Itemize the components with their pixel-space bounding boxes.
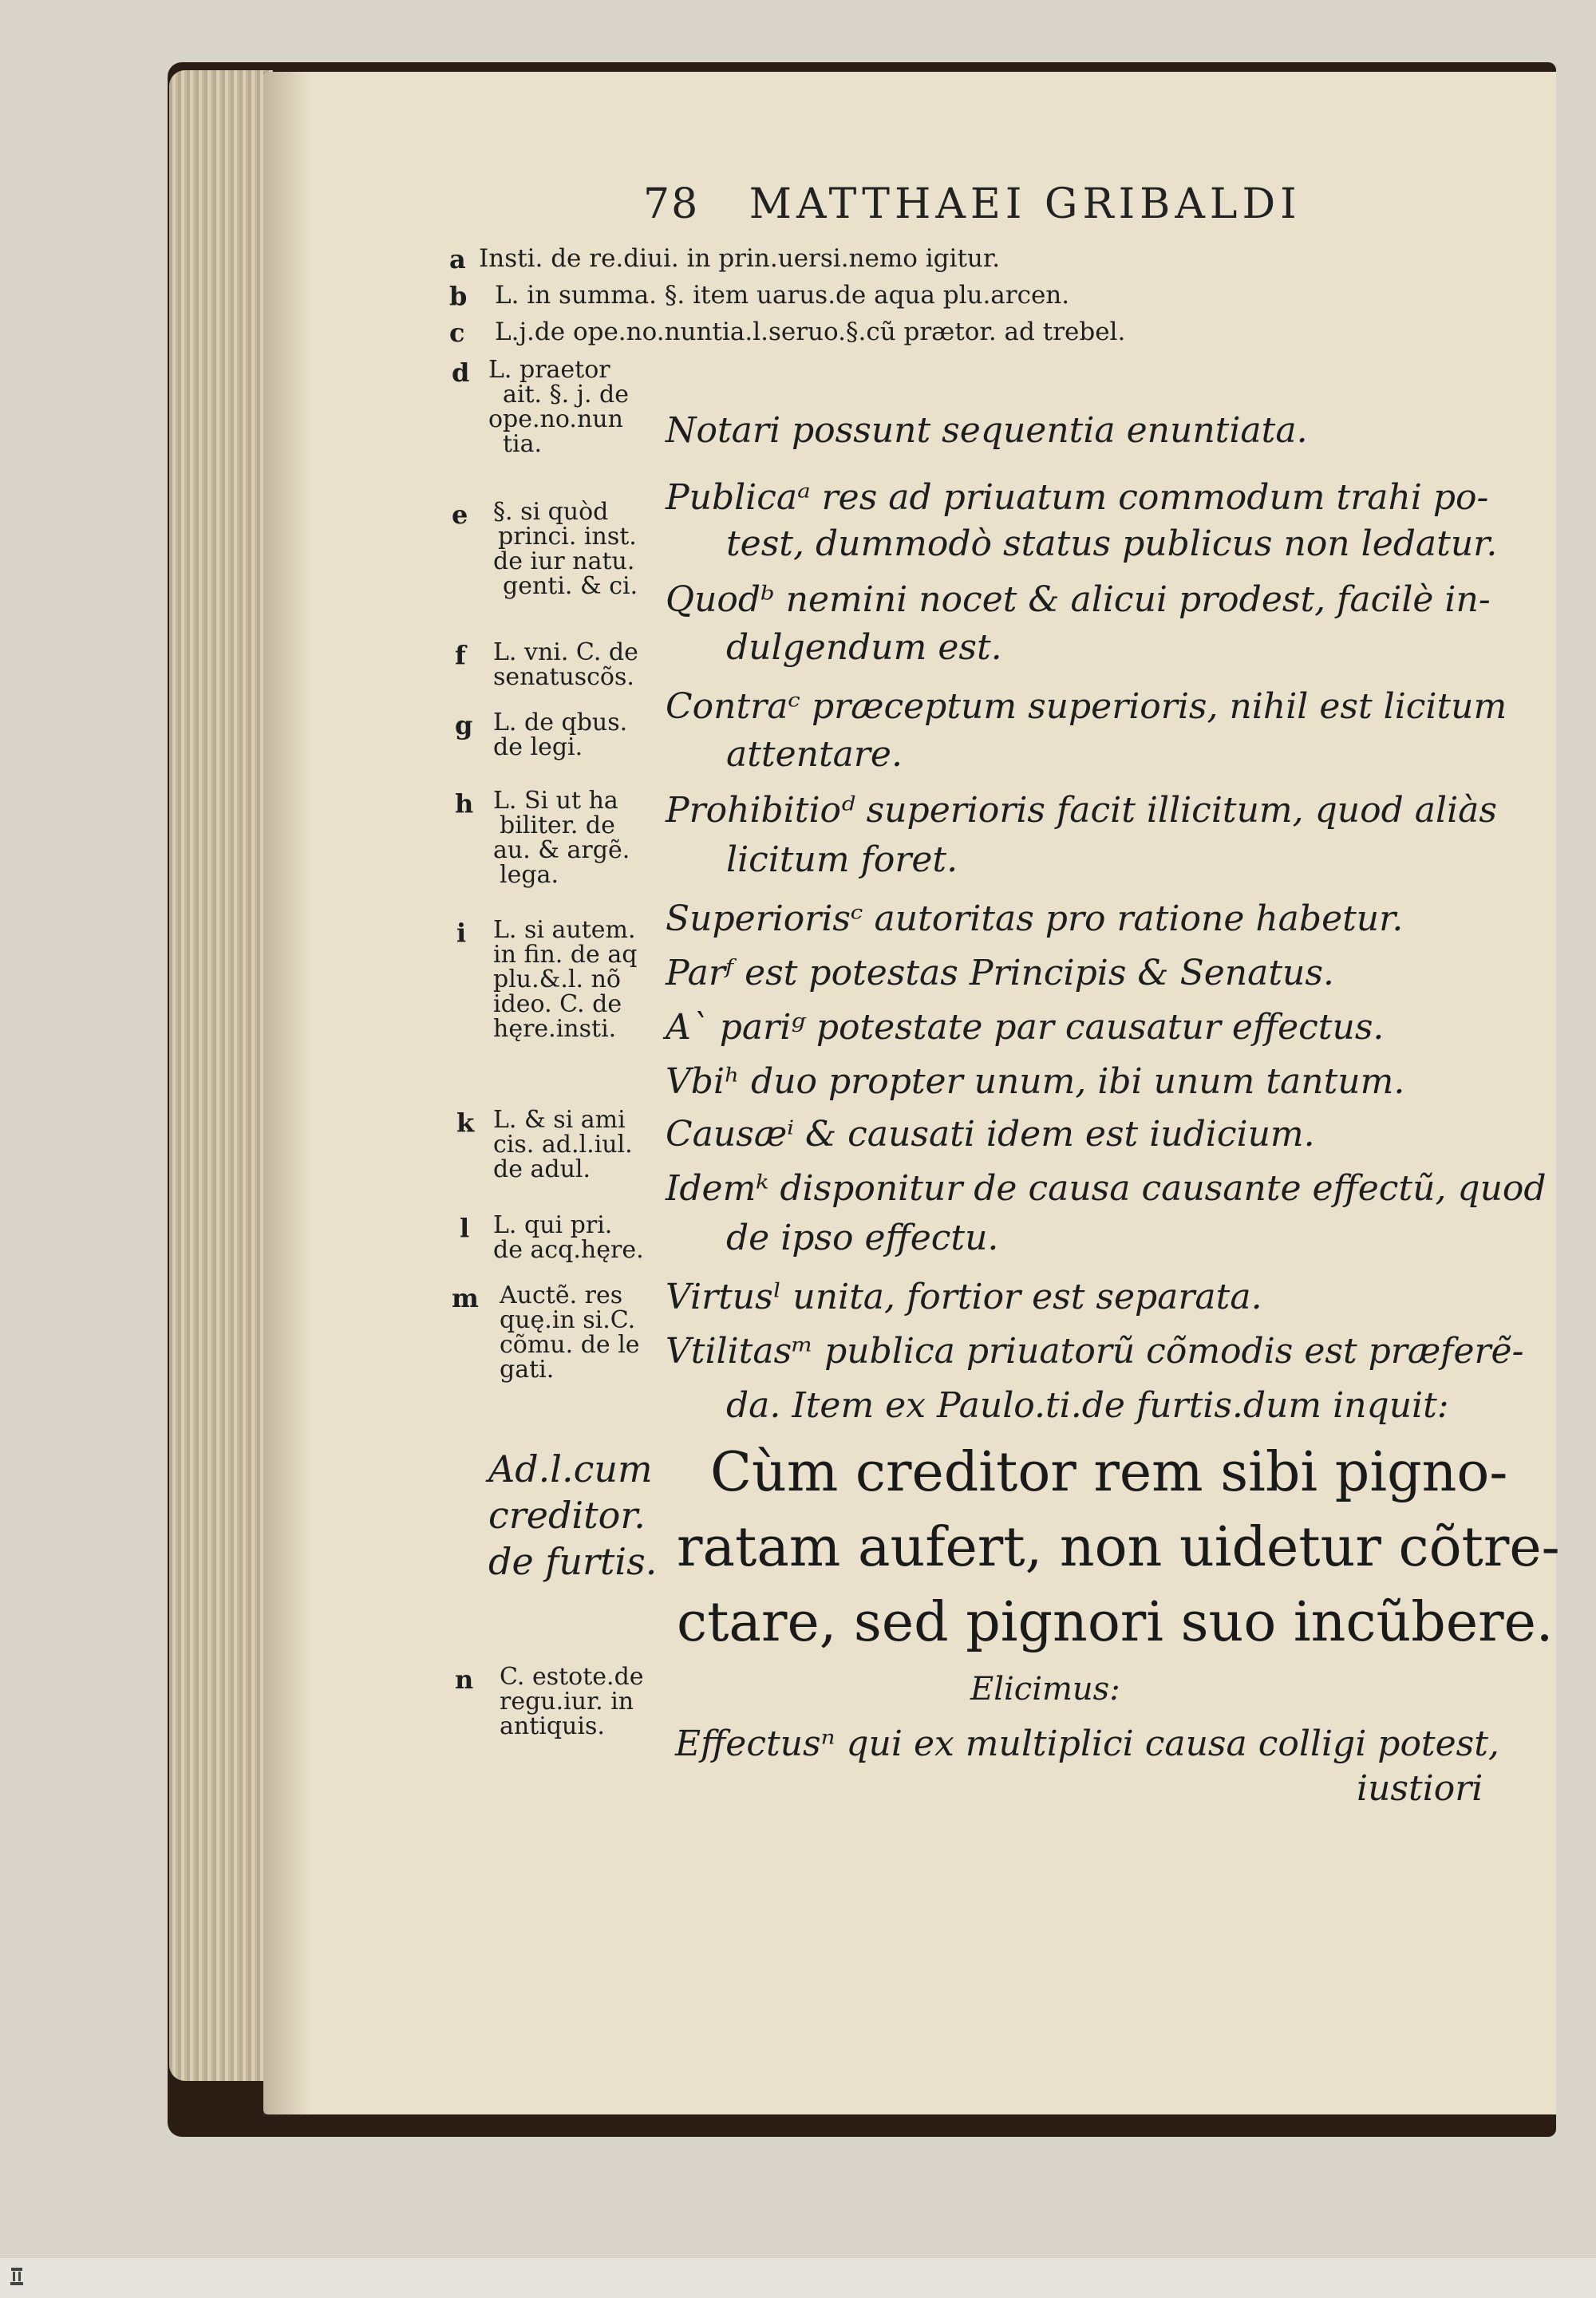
note-line: in fin. de aq — [493, 941, 638, 969]
note-line: L. & si ami — [493, 1106, 626, 1134]
main-line-1: Notari possunt sequentia enuntiata. — [666, 410, 1308, 451]
note-line: C. estote.de — [500, 1663, 644, 1691]
note-letter-l: l — [460, 1213, 470, 1243]
quote-line-1: Cùm creditor rem sibi pigno- — [710, 1441, 1508, 1504]
margin-note-l — [493, 1213, 677, 1262]
viewer-footer — [0, 2258, 1596, 2298]
main-line-17: Virtusˡ unita, fortior est separata. — [666, 1277, 1262, 1317]
note-line: cõmu. de le — [500, 1331, 640, 1359]
running-title: MATTHAEI GRIBALDI — [749, 180, 1302, 228]
margin-note-i — [493, 918, 677, 1041]
main-line-5: dulgendum est. — [726, 627, 1002, 668]
main-line-19: da. Item ex Paulo.ti.de furtis.dum inquit: — [726, 1385, 1449, 1426]
note-line: L. si autem. — [493, 916, 636, 944]
note-line: de adul. — [493, 1155, 591, 1183]
main-line-12: A` pariᵍ potestate par causatur effectus. — [666, 1007, 1385, 1048]
note-line: plu.&.l. nõ — [493, 965, 621, 993]
main-line-3: test, dummodò status publicus non ledatur. — [726, 523, 1498, 564]
note-line: lega. — [500, 861, 559, 889]
note-letter-h: h — [455, 788, 474, 819]
side-reference — [488, 1446, 680, 1585]
library-logo-icon — [8, 2264, 26, 2292]
note-line: biliter. de — [500, 811, 615, 839]
note-letter-n: n — [455, 1664, 474, 1695]
running-header — [643, 180, 1441, 228]
note-line: au. & argẽ. — [493, 836, 630, 864]
main-line-8: Prohibitioᵈ superioris facit illicitum, quod aliàs — [666, 790, 1497, 831]
note-letter-c: c — [449, 318, 465, 348]
margin-note-n — [500, 1664, 683, 1739]
main-line-11: Parᶠ est potestas Principis & Senatus. — [666, 953, 1334, 993]
main-line-14: Causæⁱ & causati idem est iudicium. — [666, 1114, 1315, 1155]
note-line: L. Si ut ha — [493, 787, 618, 815]
elicimus-heading: Elicimus: — [970, 1671, 1120, 1708]
note-line: tia. — [503, 430, 543, 458]
margin-note-e — [493, 499, 677, 598]
margin-note-h — [493, 788, 677, 887]
last-line: Effectusⁿ qui ex multiplici causa colligi potest, — [675, 1724, 1499, 1764]
note-letter-m: m — [452, 1283, 479, 1313]
note-line: quę.in si.C. — [500, 1306, 636, 1334]
note-line: de acq.hęre. — [493, 1236, 644, 1264]
note-line: ait. §. j. de — [503, 381, 630, 409]
margin-note-d — [488, 357, 672, 456]
main-line-10: Superiorisᶜ autoritas pro ratione habetur. — [666, 898, 1404, 939]
gutter-shadow — [263, 72, 311, 2114]
note-line: ope.no.nun — [488, 405, 623, 433]
note-line: princi. inst. — [498, 523, 637, 551]
main-line-4: Quodᵇ nemini nocet & alicui prodest, facilè in- — [666, 579, 1491, 620]
note-c: L.j.de ope.no.nuntia.l.seruo.§.cũ prætor. ad trebel. — [495, 318, 1126, 346]
margin-note-k — [493, 1108, 677, 1182]
note-line: L. qui pri. — [493, 1211, 613, 1239]
note-line: L. praetor — [488, 356, 610, 384]
main-line-2: Publicaᵃ res ad priuatum commodum trahi po- — [666, 477, 1489, 518]
note-line: de iur natu. — [493, 547, 635, 575]
note-b: L. in summa. §. item uarus.de aqua plu.arcen. — [495, 281, 1070, 310]
note-letter-g: g — [455, 710, 473, 740]
note-line: L. vni. C. de — [493, 638, 638, 666]
main-line-9: licitum foret. — [726, 839, 958, 880]
note-line: senatuscõs. — [493, 663, 634, 691]
note-line: L. de qbus. — [493, 709, 628, 736]
quote-line-3: ctare, sed pignori suo incũbere. — [677, 1591, 1554, 1654]
margin-note-g — [493, 710, 677, 760]
note-line: cis. ad.l.iul. — [493, 1131, 633, 1159]
note-line: regu.iur. in — [500, 1688, 634, 1716]
note-letter-b: b — [449, 281, 468, 311]
note-a: Insti. de re.diui. in prin.uersi.nemo igitur. — [479, 244, 1001, 273]
side-ref-line: de furtis. — [488, 1540, 658, 1583]
main-line-6: Contraᶜ præceptum superioris, nihil est licitum — [666, 686, 1507, 727]
side-ref-line: Ad.l.cum — [488, 1447, 653, 1491]
note-line: de legi. — [493, 733, 583, 761]
margin-note-m — [500, 1283, 683, 1382]
note-letter-a: a — [449, 244, 466, 274]
main-line-16: de ipso effectu. — [726, 1218, 999, 1258]
note-letter-d: d — [452, 357, 470, 388]
main-line-13: Vbiʰ duo propter unum, ibi unum tantum. — [666, 1061, 1405, 1102]
page-edges — [169, 70, 273, 2081]
note-line: hęre.insti. — [493, 1015, 617, 1043]
catchword: iustiori — [1357, 1768, 1483, 1809]
note-letter-k: k — [456, 1108, 475, 1138]
note-line: gati. — [500, 1356, 555, 1384]
note-line: ideo. C. de — [493, 990, 622, 1018]
main-line-18: Vtilitasᵐ publica priuatorũ cõmodis est præferẽ- — [666, 1331, 1524, 1372]
note-line: genti. & ci. — [503, 572, 638, 600]
note-letter-i: i — [456, 918, 467, 948]
page-number: 78 — [643, 180, 700, 228]
note-line: antiquis. — [500, 1712, 605, 1740]
margin-note-f — [493, 640, 677, 689]
note-letter-e: e — [452, 499, 468, 530]
note-letter-f: f — [455, 640, 466, 670]
note-line: Auctẽ. res — [500, 1281, 623, 1309]
note-line: §. si quòd — [493, 498, 609, 526]
main-line-7: attentare. — [726, 734, 903, 775]
quote-line-2: ratam aufert, non uidetur cõtre- — [677, 1516, 1560, 1579]
side-ref-line: creditor. — [488, 1494, 646, 1537]
main-line-15: Idemᵏ disponitur de causa causante effectũ, quod — [666, 1168, 1547, 1209]
